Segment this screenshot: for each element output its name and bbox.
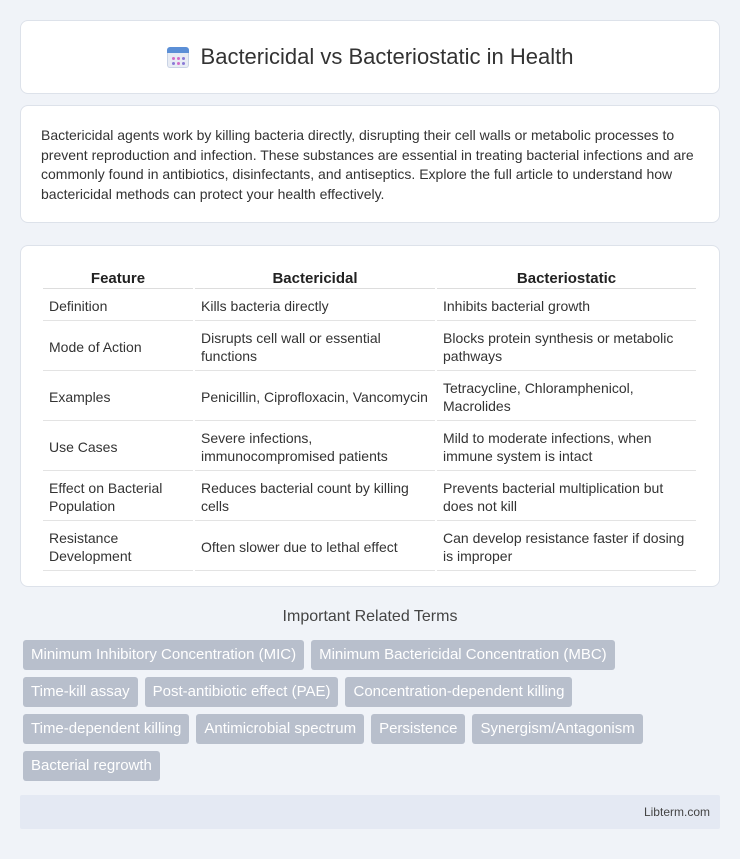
table-cell: Inhibits bacterial growth bbox=[437, 291, 696, 321]
table-row bbox=[43, 373, 696, 421]
table-cell: Resistance Development bbox=[43, 523, 193, 571]
related-term-tag[interactable]: Post-antibiotic effect (PAE) bbox=[145, 677, 339, 707]
table-cell: Severe infections, immunocompromised patients bbox=[195, 423, 435, 471]
table-cell: Tetracycline, Chloramphenicol, Macrolides bbox=[437, 373, 696, 421]
table-cell: Effect on Bacterial Population bbox=[43, 473, 193, 521]
table-cell: Can develop resistance faster if dosing is improper bbox=[437, 523, 696, 571]
table-cell: Penicillin, Ciprofloxacin, Vancomycin bbox=[195, 373, 435, 421]
table-row bbox=[43, 423, 696, 471]
related-term-tag[interactable]: Antimicrobial spectrum bbox=[196, 714, 364, 744]
related-terms-list bbox=[23, 640, 723, 781]
table-cell: Definition bbox=[43, 291, 193, 321]
table-cell: Mode of Action bbox=[43, 323, 193, 371]
related-term-tag[interactable]: Time-dependent killing bbox=[23, 714, 189, 744]
column-header: Bacteriostatic bbox=[437, 268, 696, 289]
table-cell: Examples bbox=[43, 373, 193, 421]
table-row bbox=[43, 323, 696, 371]
header-card bbox=[20, 20, 720, 94]
table-cell: Disrupts cell wall or essential functions bbox=[195, 323, 435, 371]
related-term-tag[interactable]: Synergism/Antagonism bbox=[472, 714, 642, 744]
comparison-table-card bbox=[20, 245, 720, 587]
table-row bbox=[43, 473, 696, 521]
table-cell: Prevents bacterial multiplication but does not kill bbox=[437, 473, 696, 521]
table-cell: Mild to moderate infections, when immune system is intact bbox=[437, 423, 696, 471]
footer-link[interactable]: Libterm.com bbox=[643, 805, 710, 819]
table-row bbox=[43, 523, 696, 571]
page-title: Bactericidal vs Bacteriostatic in Health bbox=[200, 44, 574, 69]
column-header: Feature bbox=[43, 268, 193, 289]
table-cell: Kills bacteria directly bbox=[195, 291, 435, 321]
calendar-icon bbox=[167, 45, 189, 69]
related-term-tag[interactable]: Minimum Inhibitory Concentration (MIC) bbox=[23, 640, 304, 670]
footer bbox=[20, 795, 720, 829]
table-cell: Blocks protein synthesis or metabolic pathways bbox=[437, 323, 696, 371]
intro-card bbox=[20, 105, 720, 223]
table-cell: Use Cases bbox=[43, 423, 193, 471]
table-cell: Often slower due to lethal effect bbox=[195, 523, 435, 571]
table-row bbox=[43, 291, 696, 321]
related-term-tag[interactable]: Concentration-dependent killing bbox=[345, 677, 572, 707]
related-term-tag[interactable]: Time-kill assay bbox=[23, 677, 138, 707]
related-term-tag[interactable]: Persistence bbox=[371, 714, 465, 744]
related-terms-title: Important Related Terms bbox=[282, 608, 458, 625]
comparison-table bbox=[41, 266, 698, 573]
related-term-tag[interactable]: Minimum Bactericidal Concentration (MBC) bbox=[311, 640, 615, 670]
table-header-row bbox=[43, 268, 696, 289]
intro-text: Bactericidal agents work by killing bacteria directly, disrupting their cell walls or metabolic processes to prevent reproduction and infection. These substances are essential in treating bacterial infections and are commonly found in antibiotics, disinfectants, and antiseptics. Explore the full article to understand how bactericidal methods can protect your health effectively. bbox=[41, 127, 694, 202]
column-header: Bactericidal bbox=[195, 268, 435, 289]
table-cell: Reduces bacterial count by killing cells bbox=[195, 473, 435, 521]
related-term-tag[interactable]: Bacterial regrowth bbox=[23, 751, 160, 781]
